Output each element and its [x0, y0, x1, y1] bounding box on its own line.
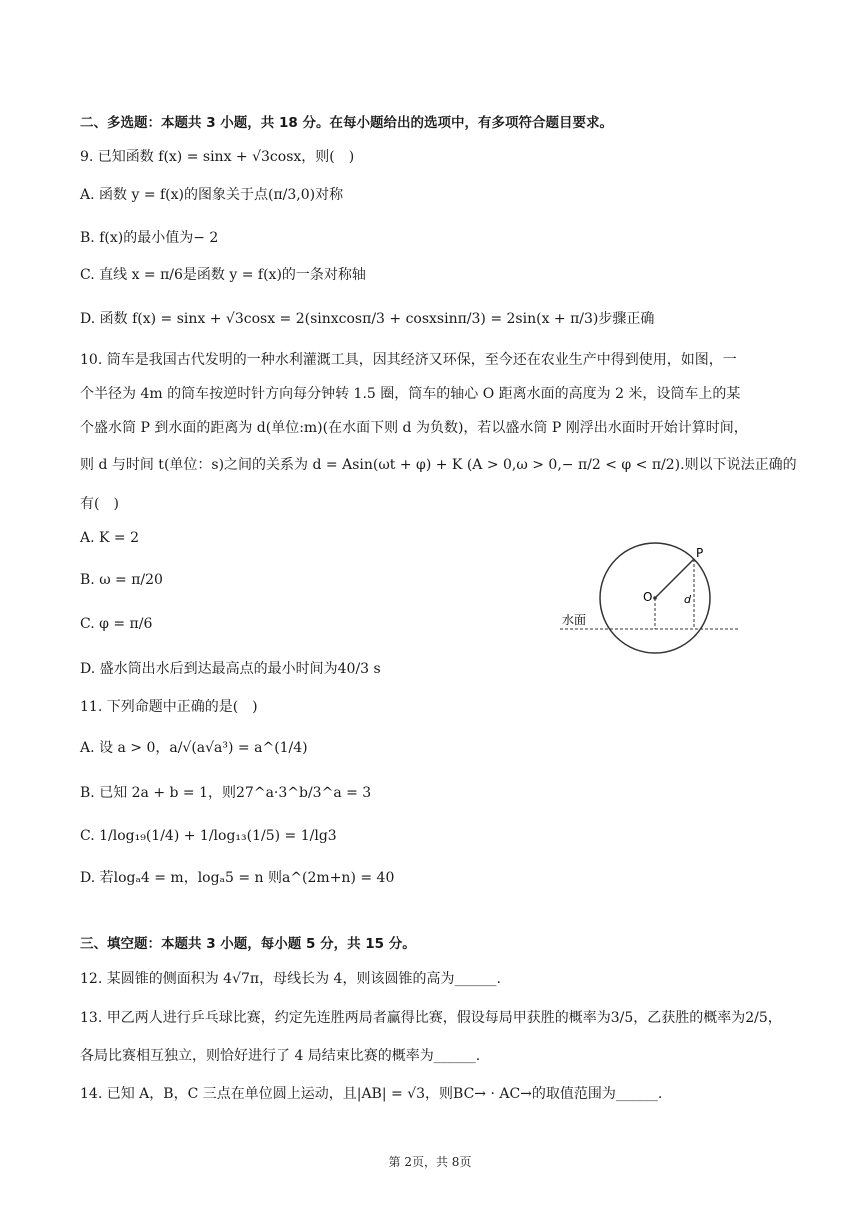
section-heading-multiple-choice: 二、多选题：本题共 3 小题，共 18 分。在每小题给出的选项中，有多项符合题目要求。	[80, 115, 613, 131]
question-9-option-c: C. 直线 x = π/6是函数 y = f(x)的一条对称轴	[80, 267, 366, 283]
question-11-option-c: C. 1/log₁₉(1/4) + 1/log₁₃(1/5) = 1/lg3	[80, 828, 337, 844]
question-14: 14. 已知 A，B，C 三点在单位圆上运动，且|AB| = √3，则BC→ · AC→的取值范围为______.	[80, 1086, 663, 1102]
page-number-footer: 第 2页，共 8页	[388, 1155, 472, 1169]
question-11-option-b: B. 已知 2a + b = 1，则27^a·3^b/3^a = 3	[80, 785, 372, 801]
question-10-stem-line-2: 个半径为 4m 的筒车按逆时针方向每分钟转 1.5 圈，筒车的轴心 O 距离水面的高度为 2 米，设筒车上的某	[80, 386, 741, 402]
center-label: O	[643, 590, 653, 604]
question-11-option-a: A. 设 a > 0，a/√(a√a³) = a^(1/4)	[80, 740, 308, 756]
question-13-line-2: 各局比赛相互独立，则恰好进行了 4 局结束比赛的概率为______.	[80, 1048, 481, 1064]
water-wheel-figure	[555, 535, 745, 665]
question-10-option-c: C. φ = π/6	[80, 616, 153, 632]
question-10-option-a: A. K = 2	[80, 530, 140, 546]
question-9-stem: 9. 已知函数 f(x) = sinx + √3cosx，则( )	[80, 149, 355, 165]
question-13-line-1: 13. 甲乙两人进行乒乓球比赛，约定先连胜两局者赢得比赛，假设每局甲获胜的概率为3/5，乙获胜的概率为2/5，	[80, 1010, 782, 1026]
question-10-stem-line-1: 10. 筒车是我国古代发明的一种水利灌溉工具，因其经济又环保，至今还在农业生产中得到使用，如图，一	[80, 352, 737, 368]
question-12: 12. 某圆锥的侧面积为 4√7π，母线长为 4，则该圆锥的高为______.	[80, 971, 501, 987]
question-10-stem-line-4: 则 d 与时间 t(单位：s)之间的关系为 d = Asin(ωt + φ) + K (A > 0,ω > 0,− π/2 < φ < π/2).则以下说法正确的	[80, 457, 797, 473]
center-point	[653, 596, 657, 600]
section-heading-fill-in: 三、填空题：本题共 3 小题，每小题 5 分，共 15 分。	[80, 936, 416, 952]
question-10-option-b: B. ω = π/20	[80, 572, 163, 588]
question-9-option-d: D. 函数 f(x) = sinx + √3cosx = 2(sinxcosπ/3 + cosxsinπ/3) = 2sin(x + π/3)步骤正确	[80, 311, 655, 327]
question-10-stem-line-5: 有( )	[80, 496, 119, 512]
question-10-stem-line-3: 个盛水筒 P 到水面的距离为 d(单位:m)(在水面下则 d 为负数)，若以盛水筒 P 刚浮出水面时开始计算时间，	[80, 420, 748, 436]
question-10-option-d: D. 盛水筒出水后到达最高点的最小时间为40/3 s	[80, 661, 381, 677]
question-9-option-a: A. 函数 y = f(x)的图象关于点(π/3,0)对称	[80, 187, 344, 203]
question-9-option-b: B. f(x)的最小值为− 2	[80, 230, 219, 246]
question-11-option-d: D. 若logₐ4 = m，logₐ5 = n 则a^(2m+n) = 40	[80, 870, 395, 886]
water-label: 水面	[562, 613, 587, 627]
question-11-stem: 11. 下列命题中正确的是( )	[80, 699, 258, 715]
point-label: P	[696, 546, 704, 560]
d-label: d	[684, 593, 691, 606]
